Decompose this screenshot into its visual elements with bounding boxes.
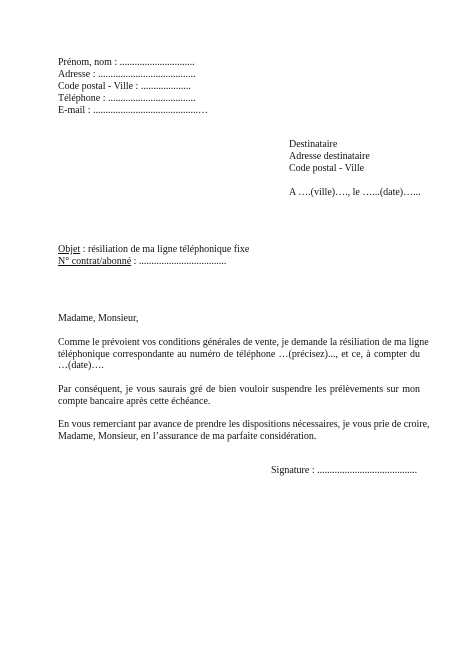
- subject-label: Objet: [58, 244, 81, 255]
- contract-text: : ...................................: [131, 256, 227, 267]
- recipient-name: Destinataire: [289, 139, 338, 150]
- paragraph-1: [58, 337, 429, 372]
- recipient-address: Adresse destinataire: [289, 151, 370, 162]
- sender-name-line: Prénom, nom : ..............................: [58, 57, 195, 68]
- sender-postal-line: Code postal - Ville : ....................: [58, 81, 191, 92]
- salutation: Madame, Monsieur,: [58, 313, 139, 324]
- contract-line: [58, 256, 226, 268]
- paragraph-1-line: téléphonique correspondante au numéro de téléphone …(précisez)..., et ce, à compter du: [58, 348, 420, 360]
- subject-text: : résiliation de ma ligne téléphonique fixe: [80, 244, 250, 255]
- paragraph-1-line: …(date)….: [58, 360, 104, 371]
- subject-line: [58, 244, 249, 256]
- contract-label: N° contrat/abonné: [58, 256, 132, 267]
- paragraph-3-line: En vous remerciant par avance de prendre les dispositions nécessaires, je vous prie de croire,: [58, 419, 430, 430]
- paragraph-2-line: compte bancaire après cette échéance.: [58, 395, 211, 407]
- signature-line: Signature : ........................................: [271, 465, 418, 476]
- place-date-line: A ….(ville)…., le …...(date)…...: [289, 187, 421, 198]
- sender-phone-line: Téléphone : ...................................: [58, 93, 196, 104]
- sender-email-line: E-mail : ..........................................…: [58, 105, 208, 116]
- paragraph-3: [58, 419, 430, 442]
- paragraph-2: [58, 384, 420, 407]
- paragraph-3-line: Madame, Monsieur, en l’assurance de ma parfaite considération.: [58, 430, 317, 442]
- recipient-postal: Code postal - Ville: [289, 163, 365, 174]
- paragraph-1-line: Comme le prévoient vos conditions générales de vente, je demande la résiliation de ma ligne: [58, 337, 429, 348]
- paragraph-2-line: Par conséquent, je vous saurais gré de bien vouloir suspendre les prélèvements sur mon: [58, 384, 420, 395]
- sender-address-line: Adresse : .......................................: [58, 69, 196, 80]
